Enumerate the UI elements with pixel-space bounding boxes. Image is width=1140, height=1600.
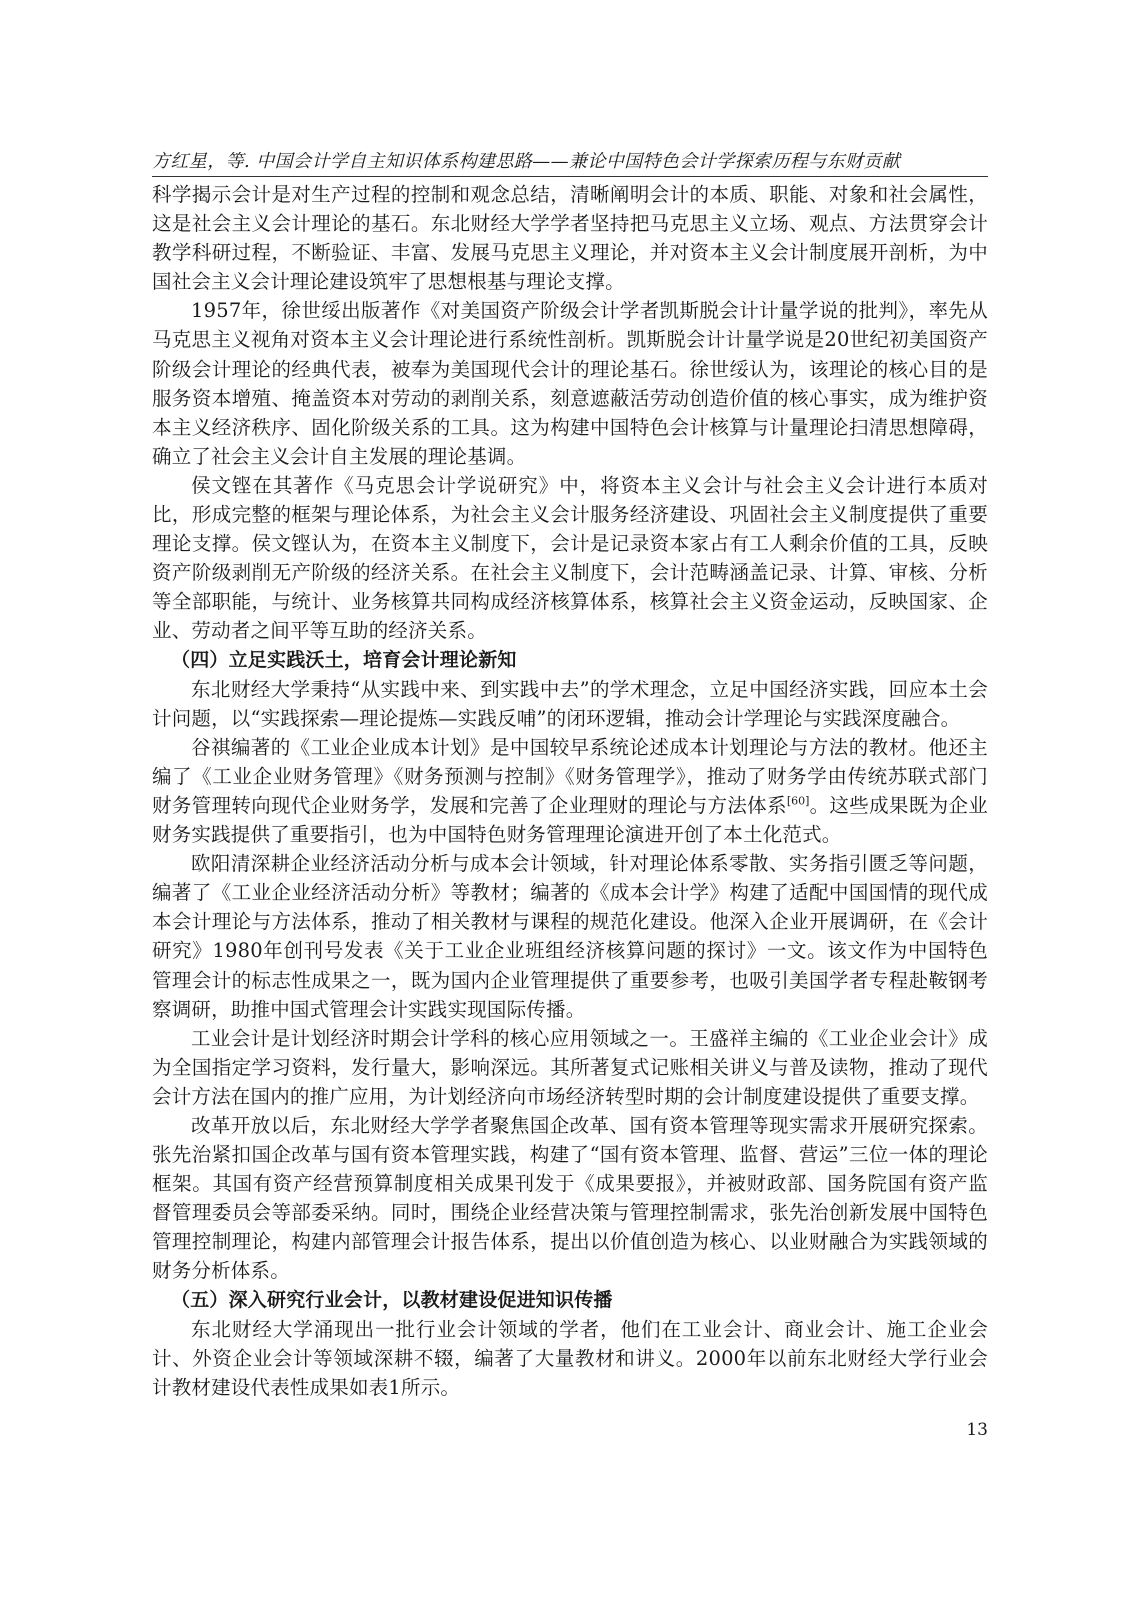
article-body <box>152 180 988 1402</box>
paragraph-gu-qi-text: 谷祺编著的《工业企业成本计划》是中国较早系统论述成本计划理论与方法的教材。他还主编了《工业企业财务管理》《财务预测与控制》《财务管理学》，推动了财务学由传统苏联式部门财务管理转向现代企业财务学，发展和完善了企业理财的理论与方法体系 <box>152 735 988 817</box>
paragraph-gu-qi-text-end: 。这些成果既为企业财务实践提供了重要指引，也为中国特色财务管理理论演进开创了本土化范式。 <box>152 793 988 847</box>
section-heading-5: （五）深入研究行业会计，以教材建设促进知识传播 <box>171 1288 613 1311</box>
paragraph-practice-philosophy: 东北财经大学秉持“从实践中来、到实践中去”的学术理念，立足中国经济实践，回应本土会计问题，以“实践探索—理论提炼—实践反哺”的闭环逻辑，推动会计学理论与实践深度融合。 <box>152 677 988 730</box>
paragraph-industrial-accounting: 工业会计是计划经济时期会计学科的核心应用领域之一。王盛祥主编的《工业企业会计》成为全国指定学习资料，发行量大，影响深远。其所著复式记账相关讲义与普及读物，推动了现代会计方法在国内的推广应用，为计划经济向市场经济转型时期的会计制度建设提供了重要支撑。 <box>152 1026 988 1108</box>
paragraph-xu-shisui: 1957年，徐世绥出版著作《对美国资产阶级会计学者凯斯脱会计计量学说的批判》，率先从马克思主义视角对资本主义会计理论进行系统性剖析。凯斯脱会计计量学说是20世纪初美国资产阶级会计理论的经典代表，被奉为美国现代会计的理论基石。徐世绥认为，该理论的核心目的是服务资本增殖、掩盖资本对劳动的剥削关系，刻意遮蔽活劳动创造价值的核心事实，成为维护资本主义经济秩序、固化阶级关系的工具。这为构建中国特色会计核算与计量理论扫清思想障碍，确立了社会主义会计自主发展的理论基调。 <box>152 299 988 468</box>
citation-marker: [60] <box>786 794 810 808</box>
paragraph-gu-qi <box>152 733 988 849</box>
paragraph-hou-wenkeng: 侯文铿在其著作《马克思会计学说研究》中，将资本主义会计与社会主义会计进行本质对比，形成完整的框架与理论体系，为社会主义会计服务经济建设、巩固社会主义制度提供了重要理论支撑。侯文铿认为，在资本主义制度下，会计是记录资本家占有工人剩余价值的工具，反映资产阶级剥削无产阶级的经济关系。在社会主义制度下，会计范畴涵盖记录、计算、审核、分析等全部职能，与统计、业务核算共同构成经济核算体系，核算社会主义资金运动，反映国家、企业、劳动者之间平等互助的经济关系。 <box>152 473 988 643</box>
section-heading-4: （四）立足实践沃土，培育会计理论新知 <box>171 648 517 671</box>
paragraph-industry-accounting: 东北财经大学涌现出一批行业会计领域的学者，他们在工业会计、商业会计、施工企业会计、外资企业会计等领域深耕不辍，编著了大量教材和讲义。2000年以前东北财经大学行业会计教材建设代表性成果如表1所示。 <box>152 1317 988 1399</box>
page-number: 13 <box>966 1420 988 1440</box>
paragraph-ouyang-qing: 欧阳清深耕企业经济活动分析与成本会计领域，针对理论体系零散、实务指引匮乏等问题，编著了《工业企业经济活动分析》等教材；编著的《成本会计学》构建了适配中国国情的现代成本会计理论与方法体系，推动了相关教材与课程的规范化建设。他深入企业开展调研，在《会计研究》1980年创刊号发表《关于工业企业班组经济核算问题的探讨》一文。该文作为中国特色管理会计的标志性成果之一，既为国内企业管理提供了重要参考，也吸引美国学者专程赴鞍钢考察调研，助推中国式管理会计实践实现国际传播。 <box>152 852 988 1021</box>
paragraph-marxist-basis: 科学揭示会计是对生产过程的控制和观念总结，清晰阐明会计的本质、职能、对象和社会属性，这是社会主义会计理论的基石。东北财经大学学者坚持把马克思主义立场、观点、方法贯穿会计教学科研过程，不断验证、丰富、发展马克思主义理论，并对资本主义会计制度展开剖析，为中国社会主义会计理论建设筑牢了思想根基与理论支撑。 <box>152 183 988 294</box>
header-rule <box>152 176 988 177</box>
running-header: 方红星，等. 中国会计学自主知识体系构建思路——兼论中国特色会计学探索历程与东财贡献 <box>152 151 901 172</box>
paragraph-zhang-xianzhi: 改革开放以后，东北财经大学学者聚焦国企改革、国有资本管理等现实需求开展研究探索。张先治紧扣国企改革与国有资本管理实践，构建了“国有资本管理、监督、营运”三位一体的理论框架。其国有资产经营预算制度相关成果刊发于《成果要报》，并被财政部、国务院国有资产监督管理委员会等部委采纳。同时，围绕企业经营决策与管理控制需求，张先治创新发展中国特色管理控制理论，构建内部管理会计报告体系，提出以价值创造为核心、以业财融合为实践领域的财务分析体系。 <box>152 1114 988 1283</box>
